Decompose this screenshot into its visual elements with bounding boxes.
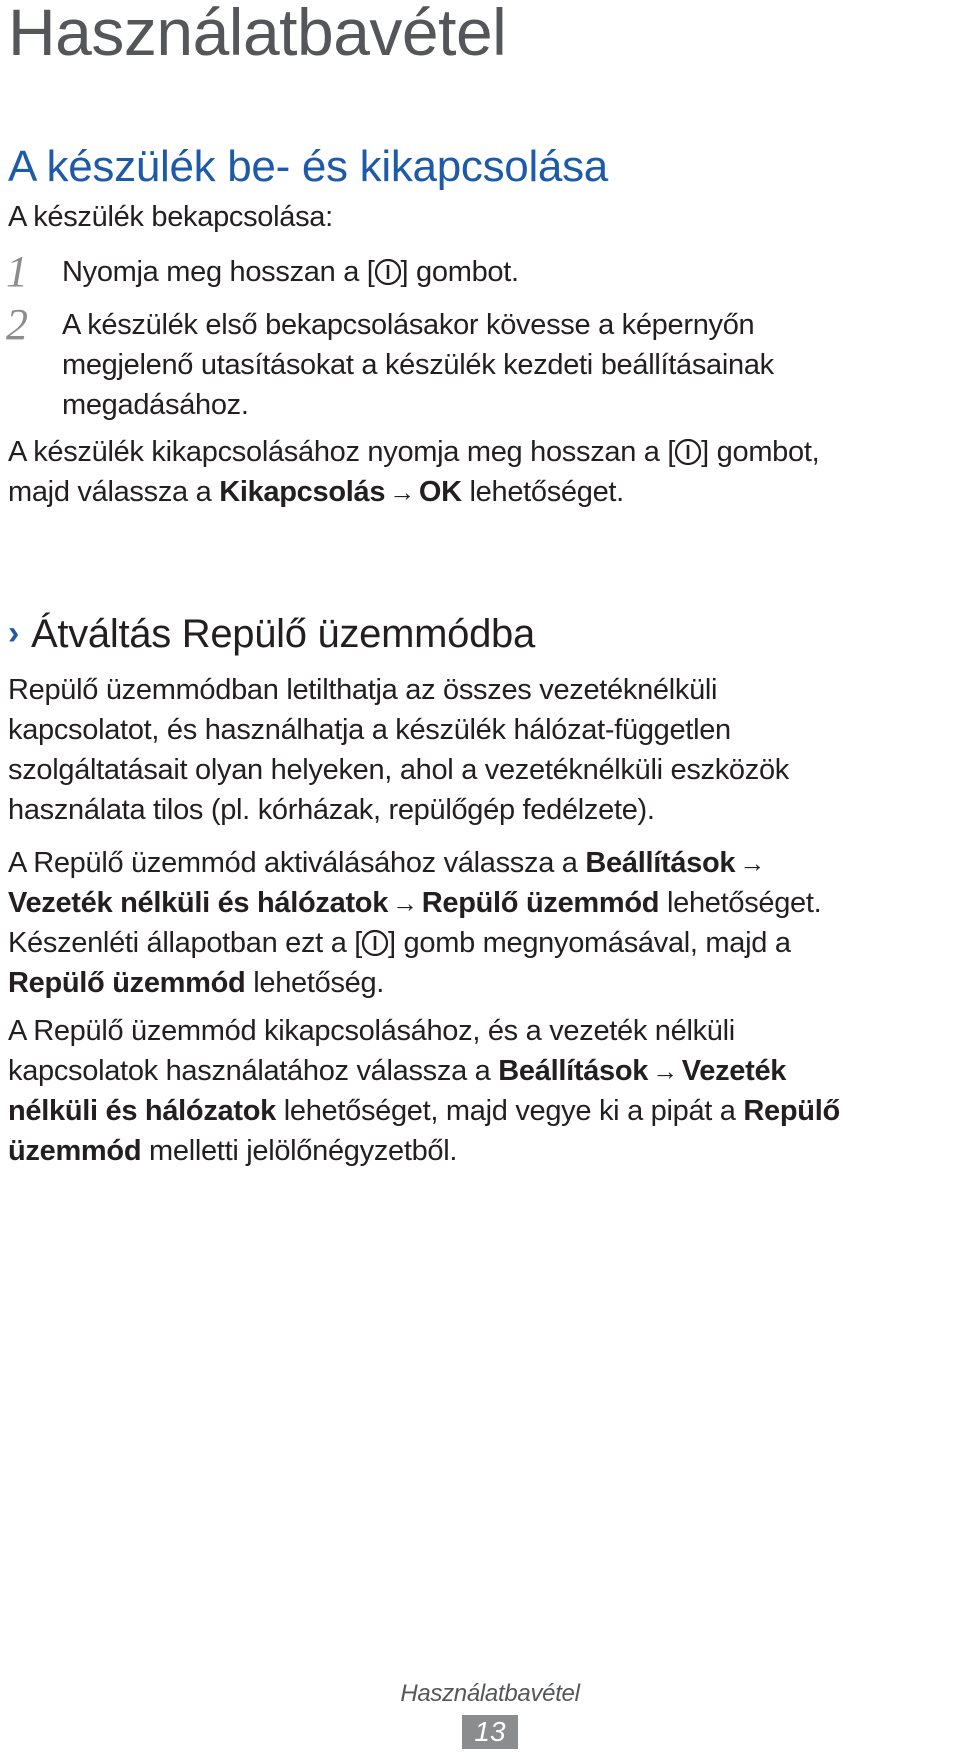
- menu-path-repulo: Repülő: [743, 1095, 840, 1127]
- power-icon: [375, 259, 401, 285]
- text-span: kapcsolatok használatához válassza a: [8, 1055, 499, 1087]
- airplane-paragraph-2: [8, 843, 821, 1003]
- power-icon: [675, 439, 701, 465]
- text-line: Repülő üzemmódban letilthatja az összes vezetéknélküli: [8, 674, 718, 706]
- footer-section-label: Használatbavétel: [400, 1680, 580, 1707]
- chevron-right-icon: ›: [8, 614, 20, 652]
- text-span: lehetőség.: [245, 967, 385, 999]
- text-span: lehetőséget.: [461, 476, 624, 508]
- menu-path-nelkuli-halozatok: nélküli és hálózatok: [8, 1095, 276, 1127]
- power-off-paragraph: [8, 432, 819, 512]
- power-icon: [362, 930, 388, 956]
- text-span: A készülék kikapcsolásához nyomja meg hosszan a [: [8, 436, 676, 468]
- section-heading: A készülék be- és kikapcsolása: [8, 142, 608, 191]
- airplane-mode-heading: [8, 612, 535, 657]
- menu-path-beallitasok: Beállítások: [498, 1055, 649, 1087]
- text-span: melletti jelölőnégyzetből.: [141, 1135, 458, 1167]
- menu-path-ok: OK: [418, 476, 462, 508]
- text-span: lehetőséget, majd vegye ki a pipát a: [275, 1095, 744, 1127]
- arrow-right-icon: →: [652, 1056, 678, 1086]
- step-line: megadásához.: [62, 389, 249, 421]
- text-span: Készenléti állapotban ezt a [: [8, 927, 363, 959]
- menu-path-kikapcsolas: Kikapcsolás: [219, 476, 386, 508]
- menu-path-repulo-uzemmod: Repülő üzemmód: [8, 967, 246, 999]
- step-number: 1: [6, 247, 28, 296]
- airplane-paragraph-3: [8, 1011, 840, 1171]
- text-line: szolgáltatásait olyan helyeken, ahol a vezetéknélküli eszközök: [8, 754, 789, 786]
- airplane-paragraph-1: [8, 670, 789, 830]
- menu-path-uzemmod: üzemmód: [8, 1135, 142, 1167]
- menu-path-vezetek: Vezeték: [681, 1055, 787, 1087]
- step-number: 2: [6, 300, 28, 349]
- text-span: lehetőséget.: [659, 887, 822, 919]
- text-span: ] gombot,: [701, 436, 820, 468]
- text-span: A Repülő üzemmód kikapcsolásához, és a vezeték nélküli: [8, 1015, 735, 1047]
- text-span: A Repülő üzemmód aktiválásához válassza a: [8, 847, 586, 879]
- step-text: [62, 305, 922, 425]
- step-line: A készülék első bekapcsolásakor kövesse a képernyőn: [62, 309, 755, 341]
- menu-path-repulo-uzemmod: Repülő üzemmód: [421, 887, 660, 919]
- page-title: Használatbavétel: [8, 0, 507, 69]
- step-text-part: Nyomja meg hosszan a [: [62, 256, 375, 288]
- intro-text: A készülék bekapcsolása:: [8, 201, 333, 233]
- page-number-badge: 13: [462, 1715, 518, 1749]
- arrow-right-icon: →: [392, 888, 418, 918]
- arrow-right-icon: →: [389, 477, 415, 507]
- menu-path-beallitasok: Beállítások: [585, 847, 736, 879]
- step-text: [62, 252, 922, 292]
- step-line: megjelenő utasításokat a készülék kezdeti beállításainak: [62, 349, 774, 381]
- text-line: kapcsolatot, és használhatja a készülék hálózat-független: [8, 714, 731, 746]
- step-text-part: ] gombot.: [400, 256, 519, 288]
- arrow-right-icon: →: [739, 848, 765, 878]
- text-span: majd válassza a: [8, 476, 220, 508]
- airplane-mode-heading-text: Átváltás Repülő üzemmódba: [31, 612, 535, 656]
- text-span: ] gomb megnyomásával, majd a: [388, 927, 791, 959]
- menu-path-vezetek-nelkuli: Vezeték nélküli és hálózatok: [8, 887, 389, 919]
- text-line: használata tilos (pl. kórházak, repülőgép fedélzete).: [8, 794, 655, 826]
